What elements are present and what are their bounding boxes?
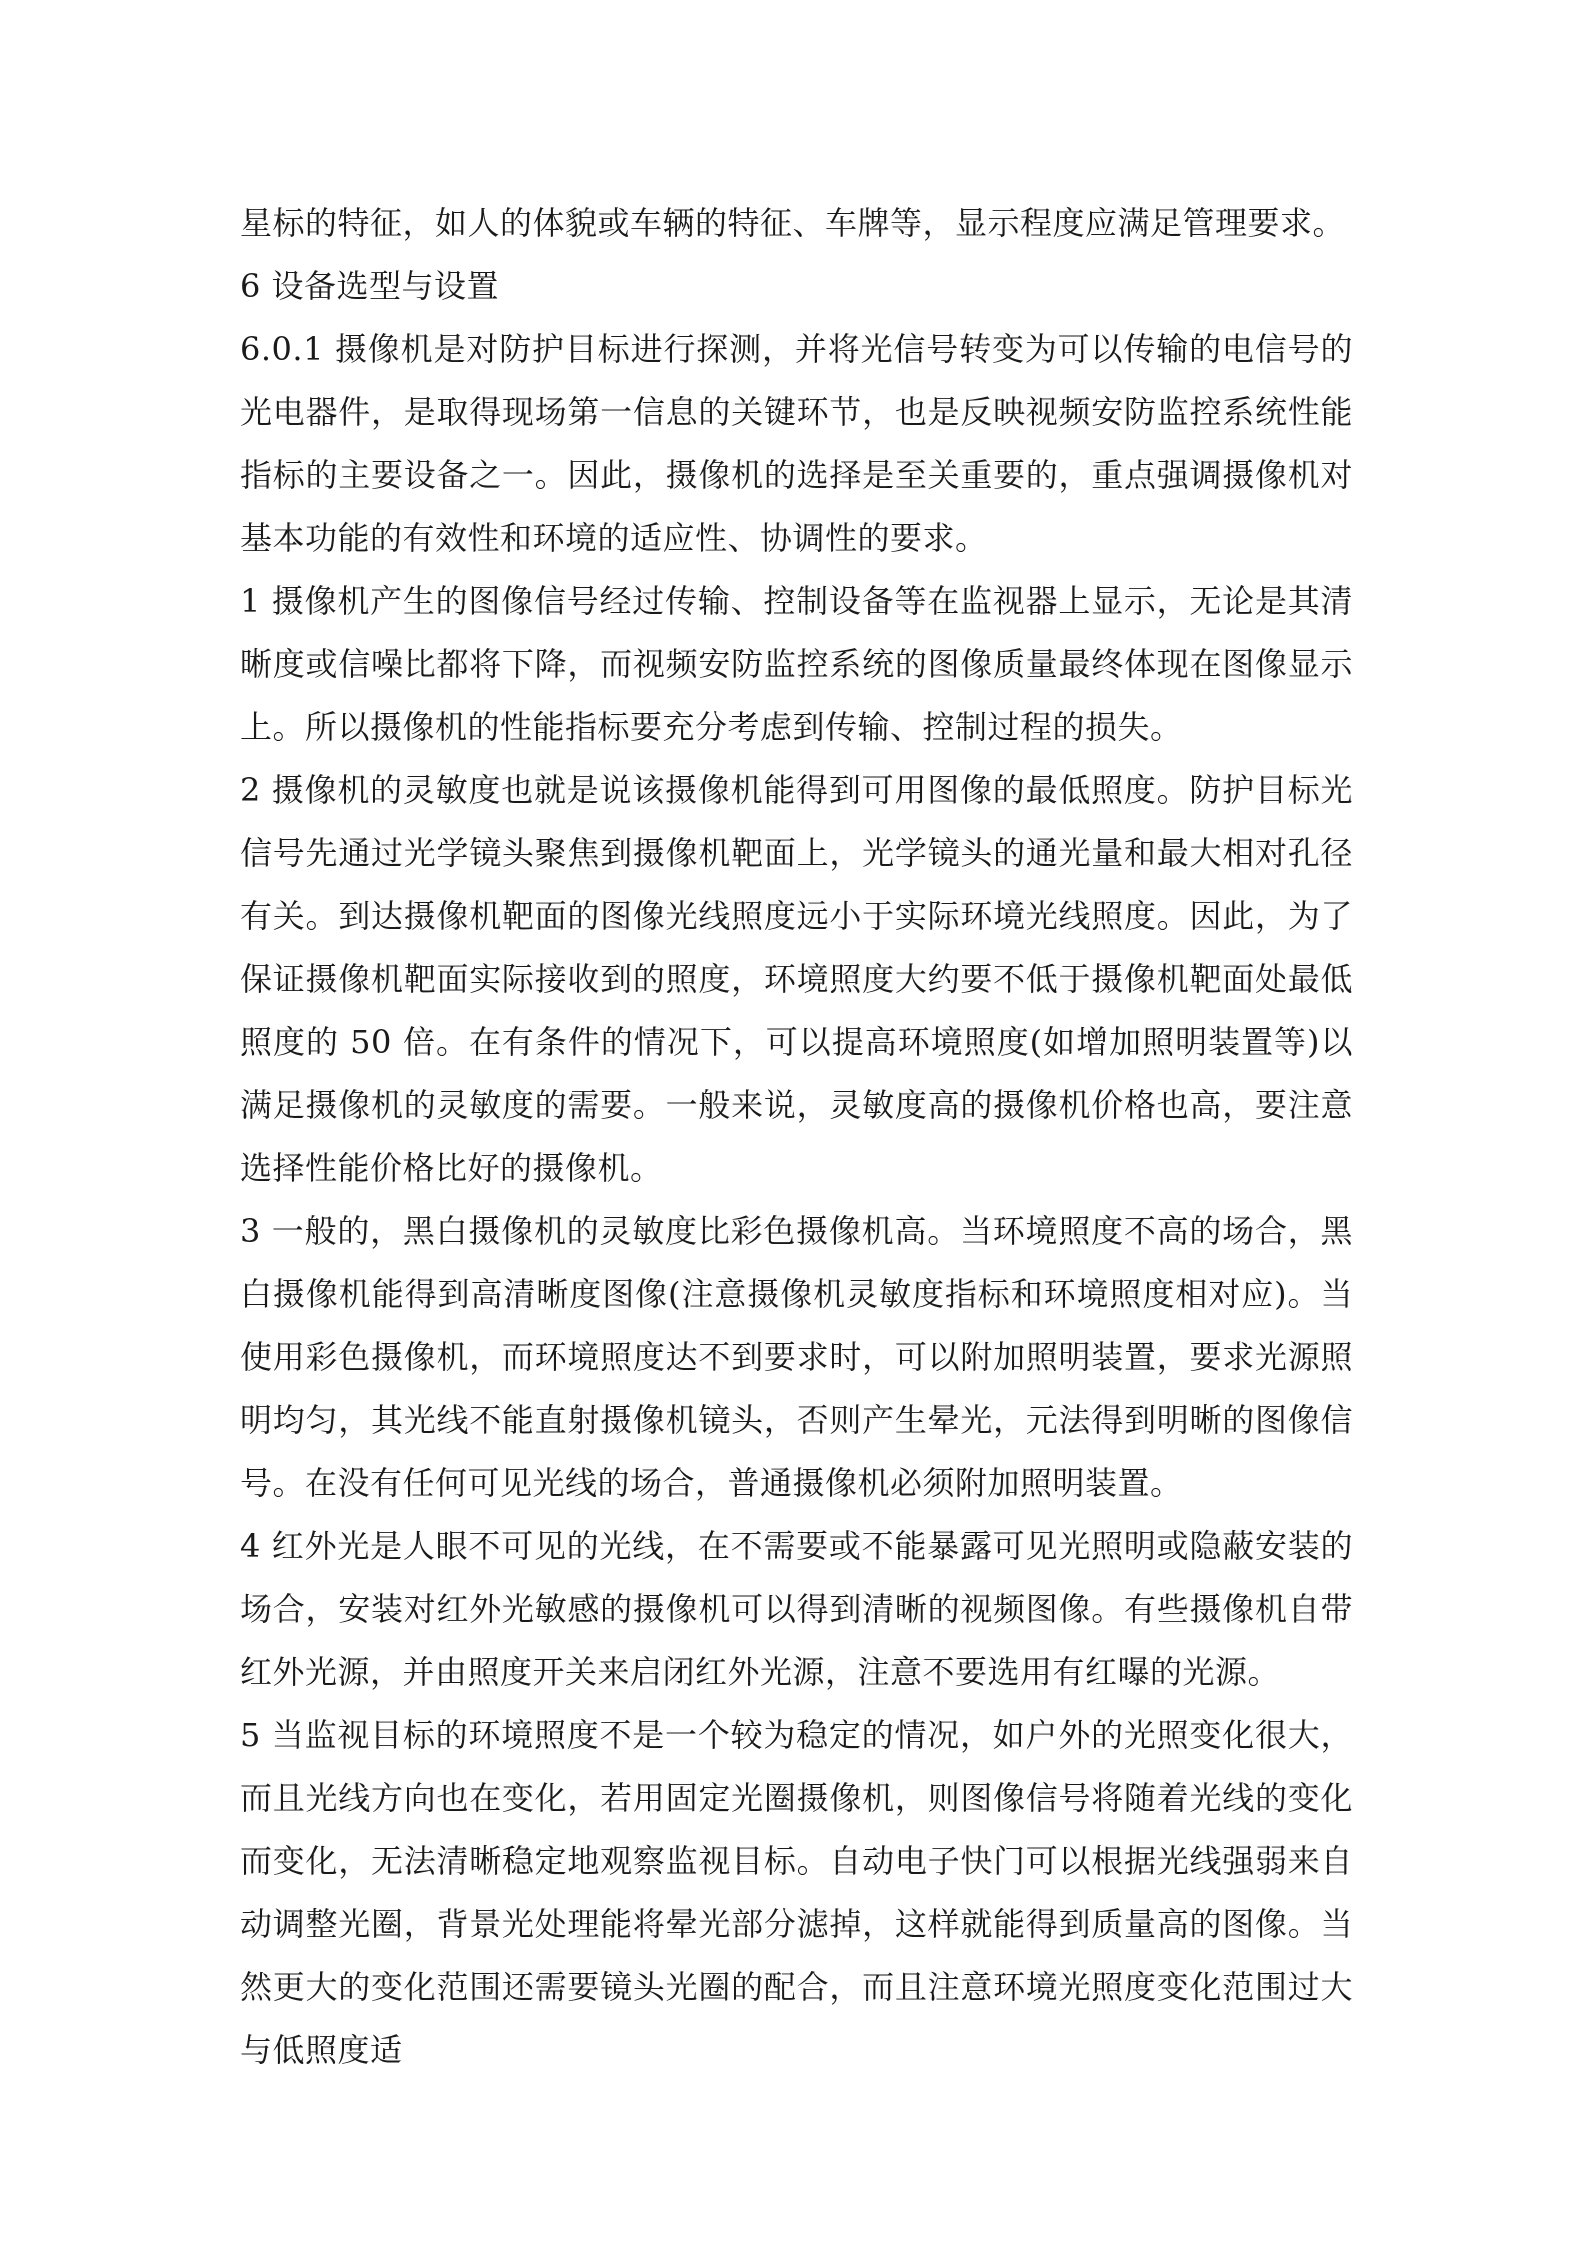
paragraph-item-4: 4 红外光是人眼不可见的光线，在不需要或不能暴露可见光照明或隐蔽安装的场合，安装对红外光敏感的摄像机可以得到清晰的视频图像。有些摄像机自带红外光源，并由照度开关来启闭红外光源，注意不要选用有红曝的光源。 xyxy=(240,1527,1353,1691)
paragraph-item-2: 2 摄像机的灵敏度也就是说该摄像机能得到可用图像的最低照度。防护目标光信号先通过光学镜头聚焦到摄像机靶面上，光学镜头的通光量和最大相对孔径有关。到达摄像机靶面的图像光线照度远小于实际环境光线照度。因此，为了保证摄像机靶面实际接收到的照度，环境照度大约要不低于摄像机靶面处最低照度的 50 倍。在有条件的情况下，可以提高环境照度(如增加照明装置等)以满足摄像机的灵敏度的需要。一般来说，灵敏度高的摄像机价格也高，要注意选择性能价格比好的摄像机。 xyxy=(240,771,1353,1187)
section-heading: 6 设备选型与设置 xyxy=(240,267,500,305)
paragraph-item-5: 5 当监视目标的环境照度不是一个较为稳定的情况，如户外的光照变化很大，而且光线方向也在变化，若用固定光圈摄像机，则图像信号将随着光线的变化而变化，无法清晰稳定地观察监视目标。自动电子快门可以根据光线强弱来自动调整光圈，背景光处理能将晕光部分滤掉，这样就能得到质量高的图像。当然更大的变化范围还需要镜头光圈的配合，而且注意环境光照度变化范围过大与低照度适 xyxy=(240,1716,1353,2069)
paragraph-6-0-1: 6.0.1 摄像机是对防护目标进行探测，并将光信号转变为可以传输的电信号的光电器件，是取得现场第一信息的关键环节，也是反映视频安防监控系统性能指标的主要设备之一。因此，摄像机的选择是至关重要的，重点强调摄像机对基本功能的有效性和环境的适应性、协调性的要求。 xyxy=(240,330,1353,557)
paragraph-item-1: 1 摄像机产生的图像信号经过传输、控制设备等在监视器上显示，无论是其清晰度或信噪比都将下降，而视频安防监控系统的图像质量最终体现在图像显示上。所以摄像机的性能指标要充分考虑到传输、控制过程的损失。 xyxy=(240,582,1353,746)
document-body xyxy=(240,192,1353,2082)
paragraph-item-3: 3 一般的，黑白摄像机的灵敏度比彩色摄像机高。当环境照度不高的场合，黑白摄像机能得到高清晰度图像(注意摄像机灵敏度指标和环境照度相对应)。当使用彩色摄像机，而环境照度达不到要求时，可以附加照明装置，要求光源照明均匀，其光线不能直射摄像机镜头，否则产生晕光，元法得到明晰的图像信号。在没有任何可见光线的场合，普通摄像机必须附加照明装置。 xyxy=(240,1212,1353,1502)
paragraph-continuation: 星标的特征，如人的体貌或车辆的特征、车牌等，显示程度应满足管理要求。 xyxy=(240,204,1346,242)
